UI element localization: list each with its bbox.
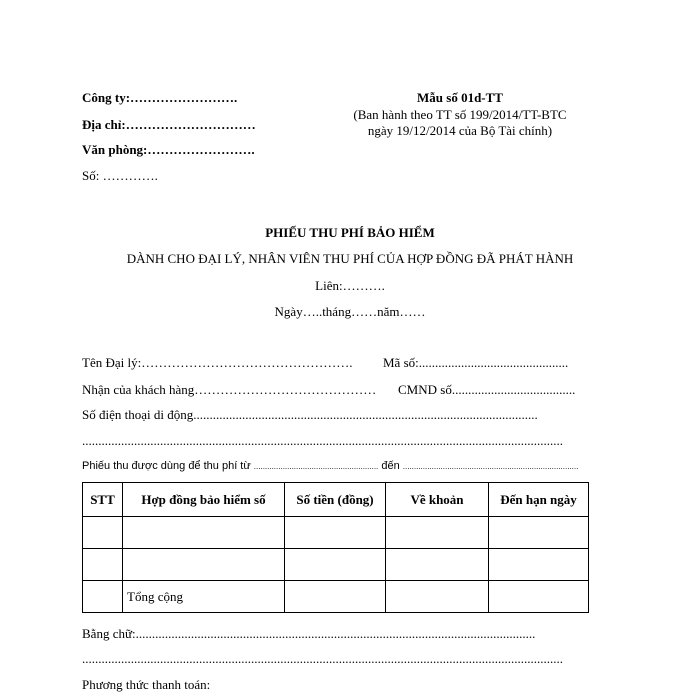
table-cell — [489, 517, 589, 549]
table-row — [83, 549, 589, 581]
col-header-stt: STT — [83, 483, 123, 517]
amount-in-words-line2: .................................................................................................................................................... — [82, 651, 563, 666]
table-cell — [285, 549, 386, 581]
table-cell — [386, 517, 489, 549]
form-code: Mẫu số 01d-TT — [417, 90, 503, 105]
issued-by-line2: ngày 19/12/2014 của Bộ Tài chính) — [367, 123, 553, 138]
total-label: Tổng cộng — [123, 581, 285, 613]
address-field: Địa chỉ:………………………… — [82, 117, 256, 132]
usage-to-label: đến — [381, 460, 400, 472]
office-field: Văn phòng:……………………. — [82, 142, 255, 157]
issued-by-line1: (Ban hành theo TT số 199/2014/TT-BTC — [353, 107, 567, 122]
phone-field: Số điện thoại di động.......................................................................................................... — [82, 407, 538, 422]
document-subtitle: DÀNH CHO ĐẠI LÝ, NHÂN VIÊN THU PHÍ CỦA HỢP ĐỒNG ĐÃ PHÁT HÀNH — [126, 251, 574, 266]
col-header-due-date: Đến hạn ngày — [489, 483, 589, 517]
agent-code-field: Mã số:.............................................. — [383, 355, 569, 370]
usage-from-field: ........................................................ — [253, 462, 379, 471]
agent-name-field: Tên Đại lý:…………………………………………. — [82, 355, 353, 370]
col-header-amount: Số tiền (đồng) — [285, 483, 386, 517]
table-cell — [83, 549, 123, 581]
amount-in-words-field: Bằng chữ:........................................................................................................................... — [82, 626, 536, 641]
fee-table — [82, 482, 589, 613]
table-cell — [123, 517, 285, 549]
received-from-field: Nhận của khách hàng…………………………………… — [82, 382, 377, 397]
id-number-field: CMND số...................................... — [398, 382, 576, 397]
company-field: Công ty:……………………. — [82, 90, 238, 105]
table-cell — [285, 517, 386, 549]
document-date: Ngày…..tháng……năm…… — [274, 304, 426, 319]
table-cell — [489, 549, 589, 581]
table-cell — [123, 549, 285, 581]
document-title: PHIẾU THU PHÍ BẢO HIỂM — [265, 225, 435, 240]
table-cell — [83, 581, 123, 613]
table-header-row — [83, 483, 589, 517]
table-cell — [386, 581, 489, 613]
table-cell — [489, 581, 589, 613]
col-header-item: Về khoản — [386, 483, 489, 517]
usage-to-field: ............................................................................... — [402, 462, 578, 471]
col-header-contract: Hợp đồng bảo hiểm số — [123, 483, 285, 517]
copy-number: Liên:………. — [315, 278, 385, 293]
usage-range-line — [82, 460, 578, 472]
extra-dotted-line: .................................................................................................................................................... — [82, 433, 563, 448]
document-number-field: Số: …………. — [82, 168, 158, 183]
usage-prefix: Phiếu thu được dùng để thu phí từ — [82, 460, 251, 472]
table-total-row — [83, 581, 589, 613]
table-cell — [83, 517, 123, 549]
payment-method-label: Phương thức thanh toán: — [82, 677, 211, 692]
table-cell — [285, 581, 386, 613]
table-row — [83, 517, 589, 549]
table-cell — [386, 549, 489, 581]
